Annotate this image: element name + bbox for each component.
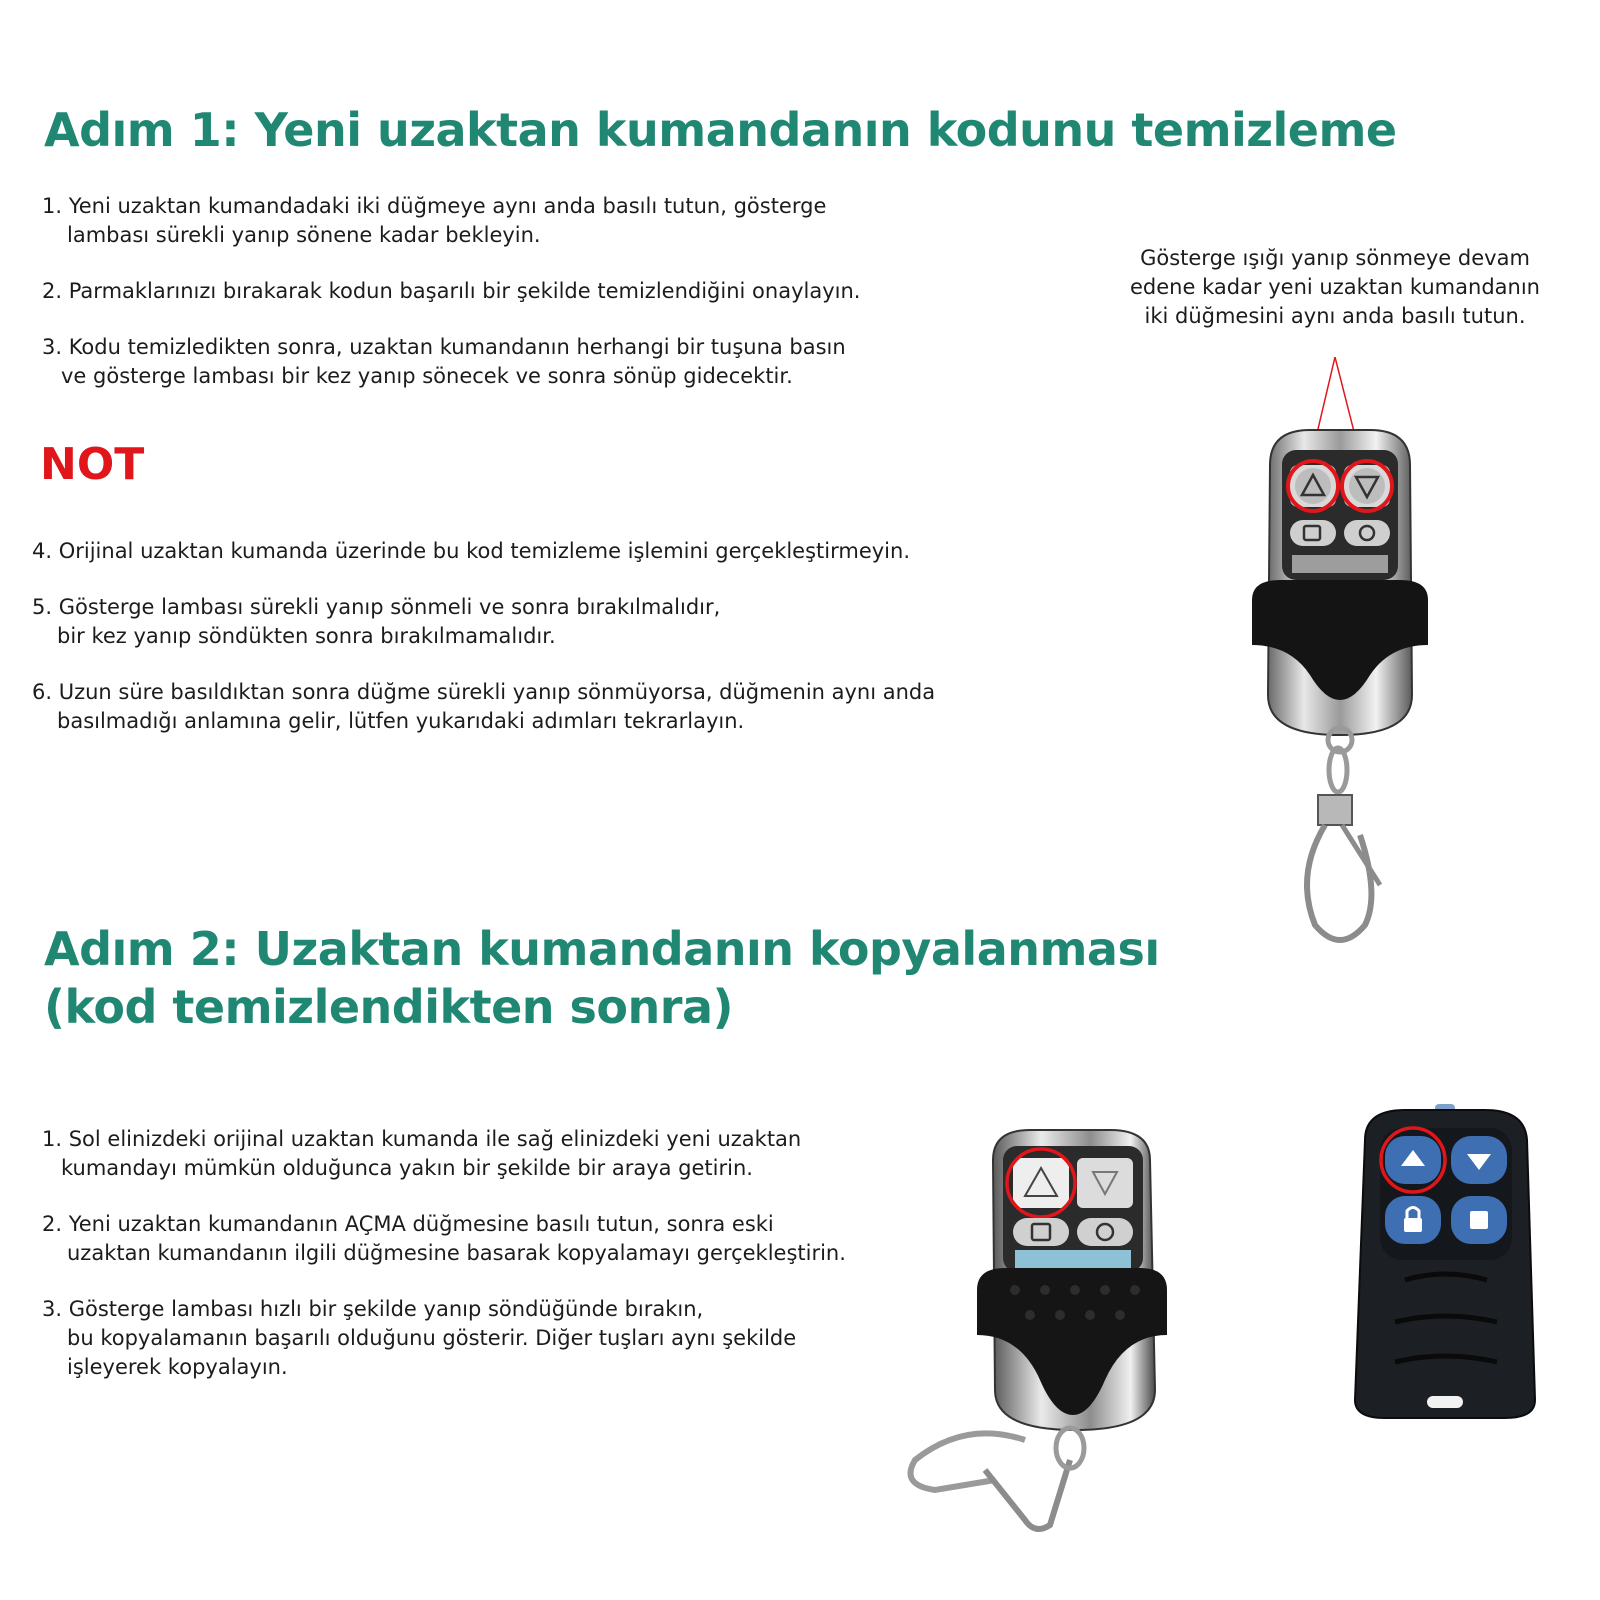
lock-icon — [1385, 1196, 1441, 1244]
step1-item-1 — [42, 192, 826, 250]
step2-heading-line-2: (kod temizlendikten sonra) — [44, 980, 734, 1034]
step2-item-2-line-1: 2. Yeni uzaktan kumandanın AÇMA düğmesine basılı tutun, sonra eski — [42, 1212, 774, 1236]
up-arrow-icon — [1295, 468, 1331, 504]
step2-item-3-line-2: bu kopyalamanın başarılı olduğunu gösterir. Diğer tuşları aynı şekilde — [67, 1326, 797, 1350]
step2-item-1-line-1: 1. Sol elinizdeki orijinal uzaktan kumanda ile sağ elinizdeki yeni uzaktan — [42, 1127, 802, 1151]
caption-line-1: Gösterge ışığı yanıp sönmeye devam — [1140, 246, 1530, 270]
step1-item-3 — [42, 333, 846, 391]
step2-heading-line-1: Adım 2: Uzaktan kumandanın kopyalanması — [44, 922, 1160, 976]
blue-button-remote-icon — [1345, 1100, 1545, 1430]
step2-item-2 — [42, 1210, 846, 1268]
step1-heading: Adım 1: Yeni uzaktan kumandanın kodunu temizleme — [44, 103, 1397, 157]
step2-item-3-line-1: 3. Gösterge lambası hızlı bir şekilde yanıp söndüğünde bırakın, — [42, 1297, 704, 1321]
step1-item-1-line-1: 1. Yeni uzaktan kumandadaki iki düğmeye aynı anda basılı tutun, gösterge — [42, 194, 827, 218]
note-item-4-line-1: 4. Orijinal uzaktan kumanda üzerinde bu kod temizleme işlemini gerçekleştirmeyin. — [32, 539, 911, 563]
note-item-5-line-1: 5. Gösterge lambası sürekli yanıp sönmeli ve sonra bırakılmalıdır, — [32, 595, 721, 619]
step1-item-3-line-2: ve gösterge lambası bir kez yanıp sönecek ve sonra sönüp gidecektir. — [61, 364, 793, 388]
step1-item-2-line-1: 2. Parmaklarınızı bırakarak kodun başarılı bir şekilde temizlendiğini onaylayın. — [42, 279, 861, 303]
caption-line-2: edene kadar yeni uzaktan kumandanın — [1130, 275, 1540, 299]
original-remote-icon — [905, 1130, 1175, 1570]
note-item-4 — [32, 537, 910, 566]
note-item-5 — [32, 593, 720, 651]
step1-item-1-line-2: lambası sürekli yanıp sönene kadar bekleyin. — [67, 223, 541, 247]
step2-item-1-line-2: kumandayı mümkün olduğunca yakın bir şekilde bir araya getirin. — [61, 1156, 753, 1180]
note-label: NOT — [40, 439, 145, 490]
remote-caption — [1090, 244, 1580, 331]
metal-remote-icon — [1240, 355, 1440, 955]
step2-item-3-line-3: işleyerek kopyalayın. — [67, 1355, 288, 1379]
step1-item-3-line-1: 3. Kodu temizledikten sonra, uzaktan kumandanın herhangi bir tuşuna basın — [42, 335, 846, 359]
stop-icon — [1451, 1196, 1507, 1244]
up-arrow-icon — [1385, 1136, 1441, 1184]
down-arrow-icon — [1451, 1136, 1507, 1184]
step2-heading — [44, 920, 1244, 1036]
down-arrow-icon — [1349, 468, 1385, 504]
step2-item-2-line-2: uzaktan kumandanın ilgili düğmesine basarak kopyalamayı gerçekleştirin. — [67, 1241, 846, 1265]
step1-item-2 — [42, 277, 860, 306]
step2-item-3 — [42, 1295, 796, 1382]
note-item-6-line-1: 6. Uzun süre basıldıktan sonra düğme sürekli yanıp sönmüyorsa, düğmenin aynı anda — [32, 680, 936, 704]
note-item-6-line-2: basılmadığı anlamına gelir, lütfen yukarıdaki adımları tekrarlayın. — [57, 709, 745, 733]
note-item-6 — [32, 678, 935, 736]
caption-line-3: iki düğmesini aynı anda basılı tutun. — [1144, 304, 1526, 328]
note-item-5-line-2: bir kez yanıp söndükten sonra bırakılmamalıdır. — [57, 624, 556, 648]
step2-item-1 — [42, 1125, 801, 1183]
